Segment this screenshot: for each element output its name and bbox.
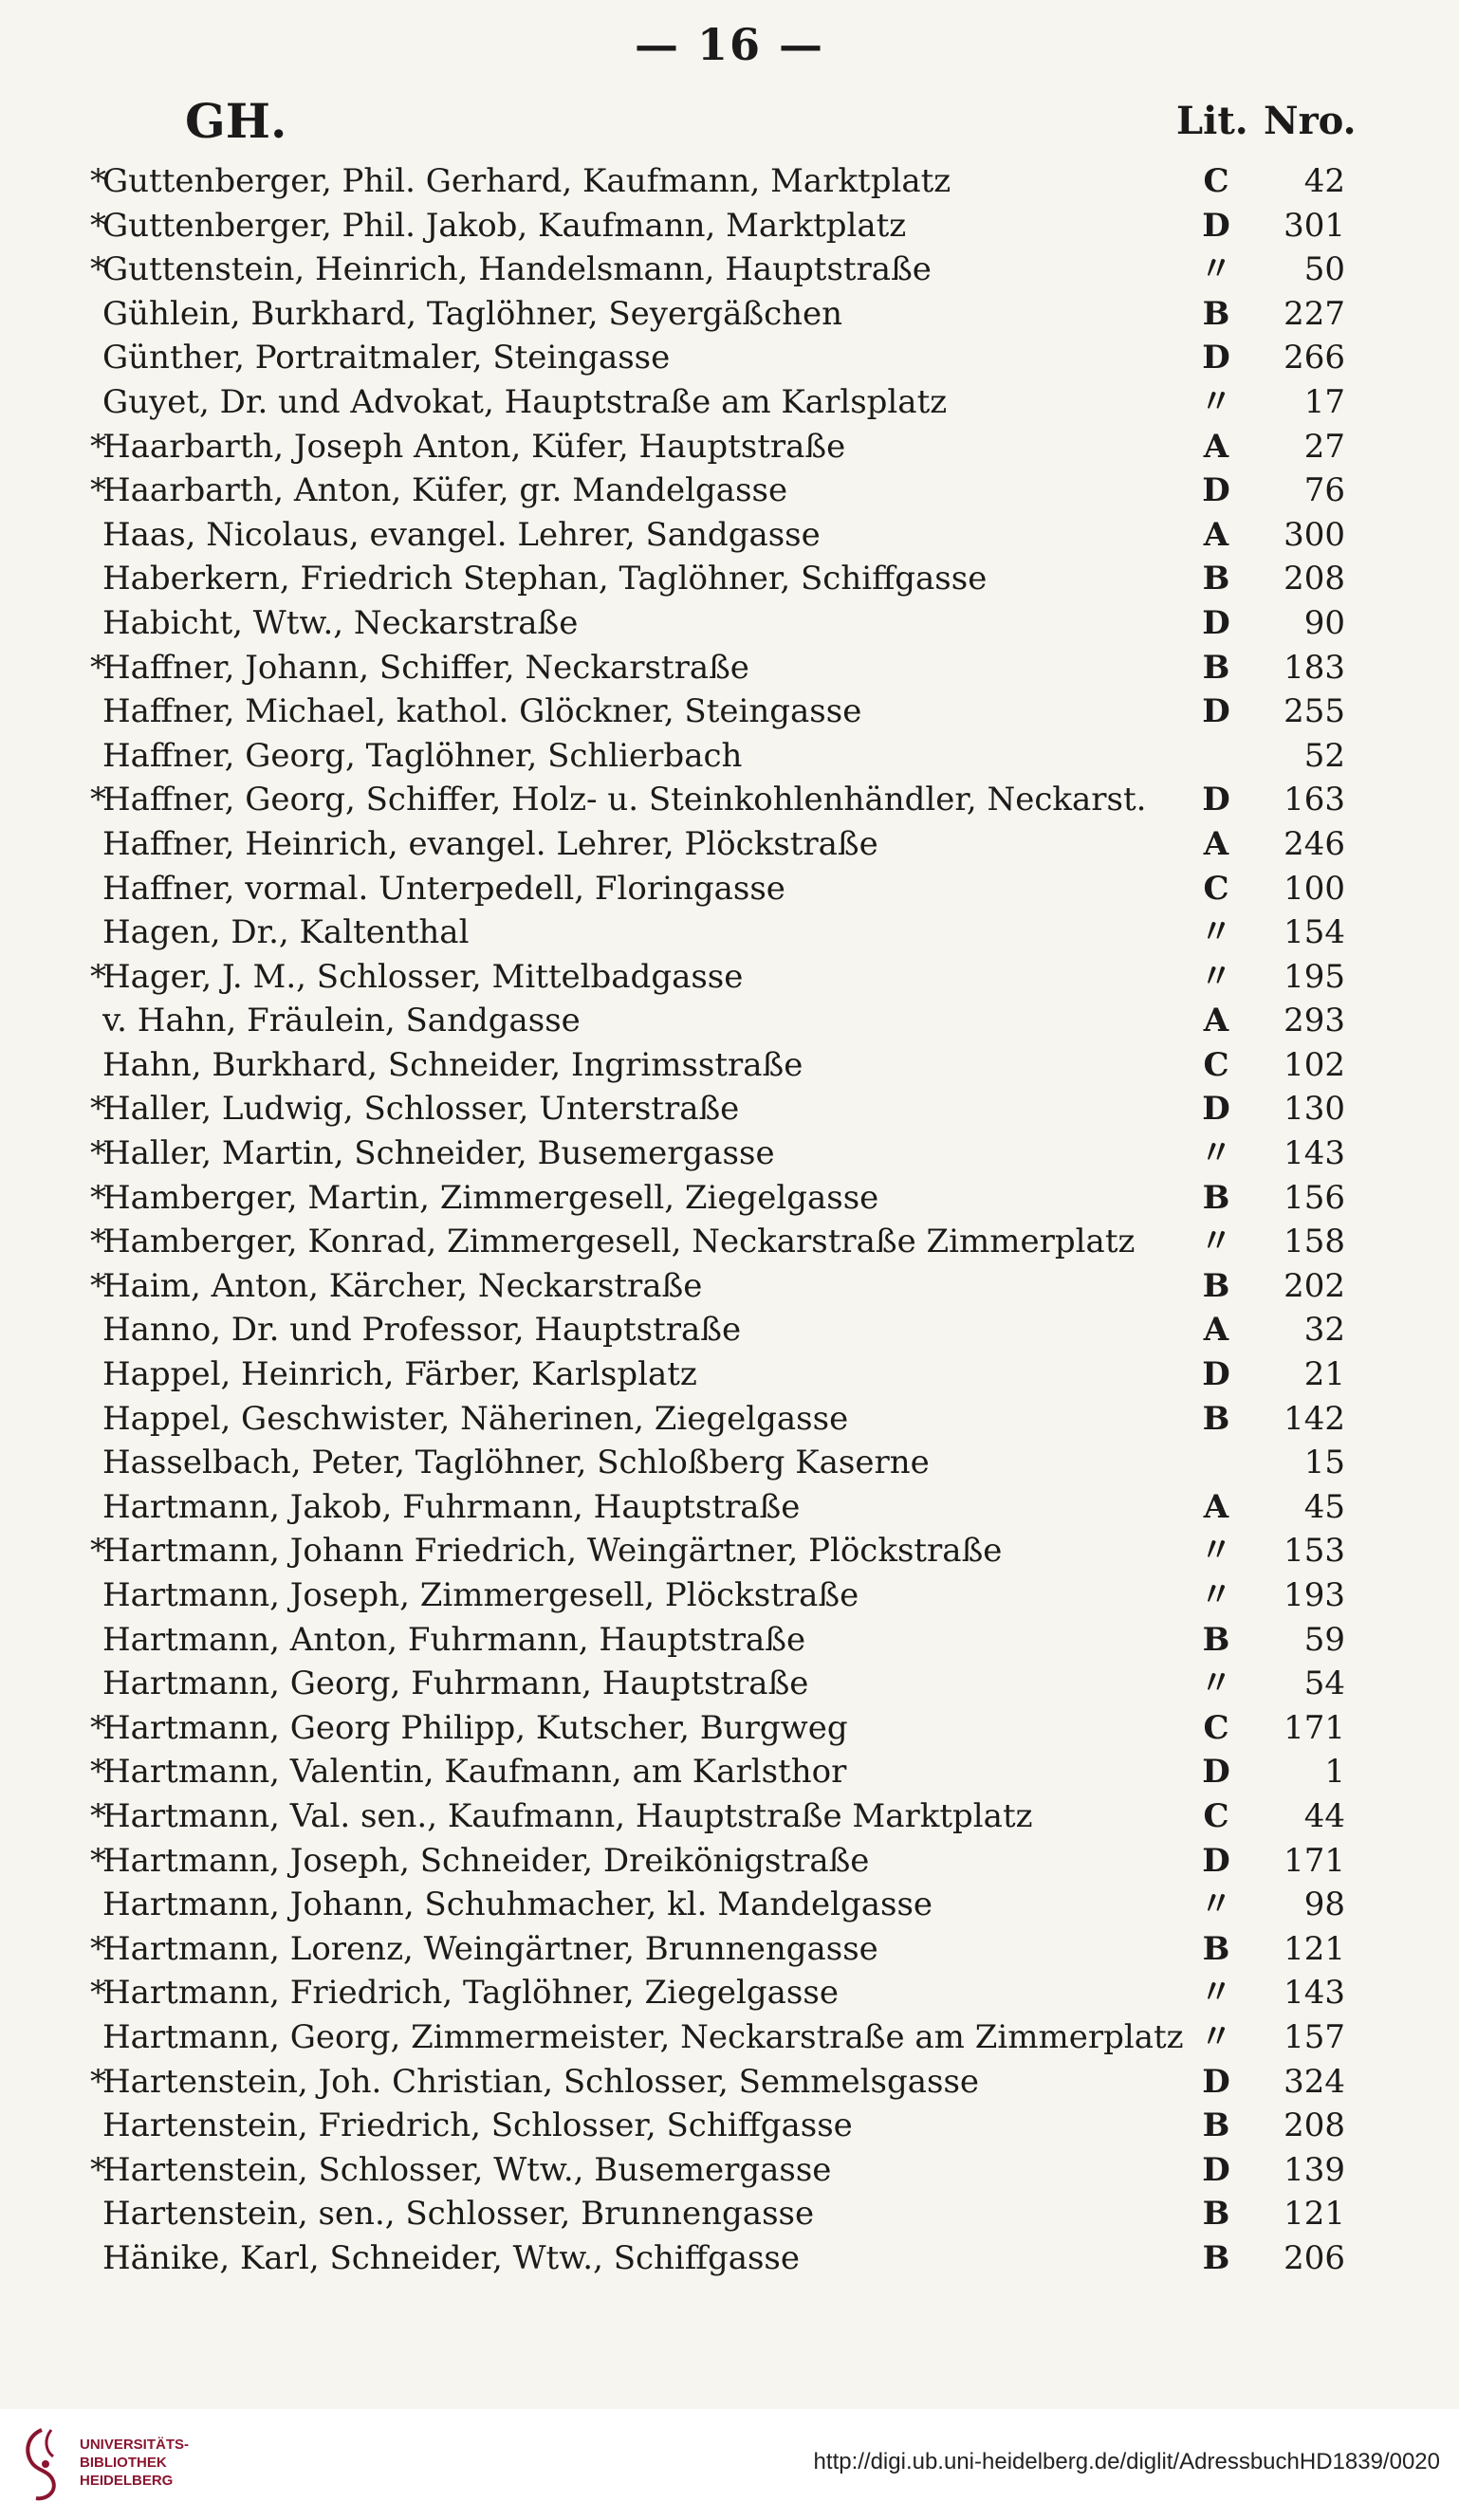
entry-nro: 17 xyxy=(1303,382,1345,421)
directory-entry xyxy=(0,425,1459,469)
entry-lit: A xyxy=(1203,1002,1229,1040)
entry-lit: B xyxy=(1202,294,1230,333)
entry-name-occupation-address: Guyet, Dr. und Advokat, Hauptstraße am Karlsplatz xyxy=(102,382,948,421)
entry-lit: D xyxy=(1202,1355,1230,1394)
entry-lit: B xyxy=(1202,648,1230,687)
entry-name-occupation-address: Hartmann, Anton, Fuhrmann, Hauptstraße xyxy=(102,1620,806,1659)
entry-asterisk-mark: * xyxy=(90,957,106,996)
entry-nro: 156 xyxy=(1284,1178,1345,1217)
entry-name-occupation-address: Hartmann, Johann, Schuhmacher, kl. Mandelgasse xyxy=(102,1885,933,1924)
entry-nro: 142 xyxy=(1284,1399,1345,1438)
directory-entry xyxy=(0,1397,1459,1442)
entry-asterisk-mark: * xyxy=(90,1974,106,2013)
directory-entry xyxy=(0,1750,1459,1794)
directory-entry xyxy=(0,999,1459,1043)
entry-nro: 171 xyxy=(1284,1708,1345,1747)
entry-nro: 154 xyxy=(1284,913,1345,952)
section-letters: GH. xyxy=(185,93,287,149)
entry-nro: 45 xyxy=(1303,1487,1345,1526)
entry-lit: B xyxy=(1202,2195,1230,2234)
entry-name-occupation-address: Hänike, Karl, Schneider, Wtw., Schiffgasse xyxy=(102,2238,801,2277)
entry-name-occupation-address: Hager, J. M., Schlosser, Mittelbadgasse xyxy=(102,957,744,996)
directory-entry xyxy=(0,1131,1459,1176)
entry-asterisk-mark: * xyxy=(90,162,106,200)
entry-asterisk-mark: * xyxy=(90,648,106,687)
entry-lit: D xyxy=(1202,1753,1230,1792)
entry-lit: 〃 xyxy=(1200,957,1232,996)
entry-name-occupation-address: Haller, Martin, Schneider, Busemergasse xyxy=(102,1134,775,1173)
entry-asterisk-mark: * xyxy=(90,1708,106,1747)
entry-lit: B xyxy=(1202,1178,1230,1217)
directory-entry xyxy=(0,1220,1459,1264)
entry-nro: 266 xyxy=(1284,339,1345,377)
directory-entry xyxy=(0,778,1459,822)
entry-nro: 153 xyxy=(1284,1532,1345,1571)
entry-name-occupation-address: Hartmann, Georg Philipp, Kutscher, Burgweg xyxy=(102,1708,848,1747)
entry-nro: 208 xyxy=(1284,560,1345,598)
entry-name-occupation-address: Haarbarth, Joseph Anton, Küfer, Hauptstraße xyxy=(102,427,846,466)
directory-entry xyxy=(0,690,1459,734)
entry-asterisk-mark: * xyxy=(90,1266,106,1305)
entry-name-occupation-address: Hartmann, Lorenz, Weingärtner, Brunnengasse xyxy=(102,1929,878,1968)
entry-lit: A xyxy=(1203,824,1229,863)
directory-entry xyxy=(0,1043,1459,1088)
entry-nro: 52 xyxy=(1303,736,1345,775)
entry-nro: 32 xyxy=(1303,1311,1345,1350)
directory-entry xyxy=(0,1839,1459,1884)
directory-entry xyxy=(0,1485,1459,1530)
directory-entry xyxy=(0,248,1459,292)
entry-name-occupation-address: Hartenstein, Schlosser, Wtw., Busemergasse xyxy=(102,2150,832,2189)
entry-name-occupation-address: Hartenstein, Joh. Christian, Schlosser, Semmelsgasse xyxy=(102,2062,980,2101)
entry-name-occupation-address: Haffner, Heinrich, evangel. Lehrer, Plöckstraße xyxy=(102,824,878,863)
entry-nro: 121 xyxy=(1284,1929,1345,1968)
entry-nro: 27 xyxy=(1303,427,1345,466)
directory-entry xyxy=(0,204,1459,248)
column-header-nro: Nro. xyxy=(1264,99,1357,143)
entry-nro: 15 xyxy=(1303,1444,1345,1482)
entry-name-occupation-address: Habicht, Wtw., Neckarstraße xyxy=(102,603,579,642)
entry-name-occupation-address: Gühlein, Burkhard, Taglöhner, Seyergäßchen xyxy=(102,294,843,333)
directory-entry xyxy=(0,469,1459,513)
library-name-line: UNIVERSITÄTS- xyxy=(80,2437,190,2453)
entry-name-occupation-address: Haarbarth, Anton, Küfer, gr. Mandelgasse xyxy=(102,471,788,510)
entry-lit: D xyxy=(1202,603,1230,642)
footer-bar xyxy=(0,2409,1459,2520)
entry-name-occupation-address: Hahn, Burkhard, Schneider, Ingrimsstraße xyxy=(102,1045,803,1084)
entry-lit: 〃 xyxy=(1200,1665,1232,1703)
entry-nro: 100 xyxy=(1284,869,1345,908)
directory-entry xyxy=(0,646,1459,690)
entry-name-occupation-address: Hasselbach, Peter, Taglöhner, Schloßberg Kaserne xyxy=(102,1444,930,1482)
entry-asterisk-mark: * xyxy=(90,2150,106,2189)
entry-lit: C xyxy=(1203,869,1229,908)
directory-entry xyxy=(0,1308,1459,1352)
entry-lit: D xyxy=(1202,2150,1230,2189)
entry-nro: 54 xyxy=(1303,1665,1345,1703)
directory-entry xyxy=(0,2192,1459,2236)
entry-lit: D xyxy=(1202,206,1230,245)
entry-lit: 〃 xyxy=(1200,382,1232,421)
directory-entry xyxy=(0,2015,1459,2060)
entry-nro: 59 xyxy=(1303,1620,1345,1659)
entry-nro: 255 xyxy=(1284,692,1345,731)
entry-nro: 171 xyxy=(1284,1841,1345,1880)
entry-lit: A xyxy=(1203,515,1229,554)
entry-name-occupation-address: Hartmann, Georg, Fuhrmann, Hauptstraße xyxy=(102,1665,809,1703)
entry-nro: 157 xyxy=(1284,2017,1345,2056)
entry-nro: 143 xyxy=(1284,1134,1345,1173)
entry-lit: 〃 xyxy=(1200,1885,1232,1924)
entry-lit: 〃 xyxy=(1200,913,1232,952)
entry-lit: B xyxy=(1202,1620,1230,1659)
directory-entry xyxy=(0,336,1459,380)
entry-nro: 293 xyxy=(1284,1002,1345,1040)
entry-lit: 〃 xyxy=(1200,250,1232,289)
entry-nro: 143 xyxy=(1284,1974,1345,2013)
entry-lit: D xyxy=(1202,471,1230,510)
entry-name-occupation-address: Haffner, Michael, kathol. Glöckner, Steingasse xyxy=(102,692,862,731)
entry-lit: D xyxy=(1202,1090,1230,1129)
entry-nro: 102 xyxy=(1284,1045,1345,1084)
entry-nro: 246 xyxy=(1284,824,1345,863)
entry-name-occupation-address: Hartmann, Val. sen., Kaufmann, Hauptstraße Marktplatz xyxy=(102,1796,1033,1835)
directory-entry xyxy=(0,557,1459,601)
entry-lit: B xyxy=(1202,1266,1230,1305)
column-header-lit: Lit. xyxy=(1176,99,1248,143)
entry-nro: 42 xyxy=(1303,162,1345,200)
entry-lit: D xyxy=(1202,339,1230,377)
column-header-row xyxy=(0,93,1459,150)
entry-name-occupation-address: Hartenstein, sen., Schlosser, Brunnengasse xyxy=(102,2195,815,2234)
directory-entry xyxy=(0,601,1459,646)
entry-name-occupation-address: Haberkern, Friedrich Stephan, Taglöhner, Schiffgasse xyxy=(102,560,988,598)
entry-nro: 324 xyxy=(1284,2062,1345,2101)
entry-nro: 76 xyxy=(1303,471,1345,510)
directory-entry xyxy=(0,2236,1459,2281)
page-number: — 16 — xyxy=(634,19,825,70)
entry-asterisk-mark: * xyxy=(90,1090,106,1129)
entry-nro: 300 xyxy=(1284,515,1345,554)
entry-name-occupation-address: Happel, Geschwister, Näherinen, Ziegelgasse xyxy=(102,1399,849,1438)
entry-lit: C xyxy=(1203,1708,1229,1747)
entry-name-occupation-address: Hartmann, Joseph, Schneider, Dreikönigstraße xyxy=(102,1841,870,1880)
entry-asterisk-mark: * xyxy=(90,1753,106,1792)
entry-name-occupation-address: Hanno, Dr. und Professor, Hauptstraße xyxy=(102,1311,742,1350)
entry-lit: 〃 xyxy=(1200,1974,1232,2013)
entry-name-occupation-address: Hamberger, Martin, Zimmergesell, Ziegelgasse xyxy=(102,1178,879,1217)
directory-entry xyxy=(0,1264,1459,1309)
entry-lit: D xyxy=(1202,2062,1230,2101)
entry-nro: 183 xyxy=(1284,648,1345,687)
entry-lit: C xyxy=(1203,162,1229,200)
entry-nro: 90 xyxy=(1303,603,1345,642)
entry-name-occupation-address: Haim, Anton, Kärcher, Neckarstraße xyxy=(102,1266,703,1305)
entry-name-occupation-address: Hartmann, Johann Friedrich, Weingärtner, Plöckstraße xyxy=(102,1532,1003,1571)
directory-entry xyxy=(0,1352,1459,1397)
directory-entry xyxy=(0,1883,1459,1927)
entry-nro: 44 xyxy=(1303,1796,1345,1835)
entry-lit: 〃 xyxy=(1200,1134,1232,1173)
entry-nro: 98 xyxy=(1303,1885,1345,1924)
entry-lit: B xyxy=(1202,2106,1230,2145)
source-url-link[interactable]: http://digi.ub.uni-heidelberg.de/diglit/AdressbuchHD1839/0020 xyxy=(813,2449,1440,2474)
entry-lit: B xyxy=(1202,2238,1230,2277)
entry-name-occupation-address: v. Hahn, Fräulein, Sandgasse xyxy=(102,1002,581,1040)
entry-name-occupation-address: Hartmann, Valentin, Kaufmann, am Karlsthor xyxy=(102,1753,847,1792)
entry-name-occupation-address: Guttenberger, Phil. Jakob, Kaufmann, Marktplatz xyxy=(102,206,907,245)
entry-nro: 163 xyxy=(1284,781,1345,819)
library-name-line: HEIDELBERG xyxy=(80,2473,174,2489)
entry-asterisk-mark: * xyxy=(90,427,106,466)
entry-nro: 121 xyxy=(1284,2195,1345,2234)
entry-lit: A xyxy=(1203,1487,1229,1526)
directory-entry xyxy=(0,1573,1459,1618)
entry-asterisk-mark: * xyxy=(90,206,106,245)
directory-entry xyxy=(0,1971,1459,2015)
directory-entry xyxy=(0,1441,1459,1485)
entry-lit: B xyxy=(1202,560,1230,598)
entry-nro: 227 xyxy=(1284,294,1345,333)
entry-nro: 202 xyxy=(1284,1266,1345,1305)
directory-entry xyxy=(0,734,1459,779)
directory-entry xyxy=(0,1927,1459,1972)
entry-nro: 130 xyxy=(1284,1090,1345,1129)
directory-entries xyxy=(0,159,1459,2281)
entry-nro: 139 xyxy=(1284,2150,1345,2189)
entry-name-occupation-address: Hartmann, Joseph, Zimmergesell, Plöckstraße xyxy=(102,1576,859,1614)
entry-asterisk-mark: * xyxy=(90,1532,106,1571)
entry-lit: B xyxy=(1202,1929,1230,1968)
entry-name-occupation-address: Haffner, Georg, Taglöhner, Schlierbach xyxy=(102,736,743,775)
entry-lit: D xyxy=(1202,781,1230,819)
entry-nro: 1 xyxy=(1324,1753,1345,1792)
library-name-line: BIBLIOTHEK xyxy=(80,2455,167,2471)
entry-lit: 〃 xyxy=(1200,1576,1232,1614)
entry-nro: 158 xyxy=(1284,1223,1345,1261)
entry-lit: 〃 xyxy=(1200,1532,1232,1571)
directory-entry xyxy=(0,1662,1459,1706)
entry-nro: 21 xyxy=(1303,1355,1345,1394)
entry-name-occupation-address: Haffner, Johann, Schiffer, Neckarstraße xyxy=(102,648,749,687)
entry-nro: 193 xyxy=(1284,1576,1345,1614)
entry-name-occupation-address: Günther, Portraitmaler, Steingasse xyxy=(102,339,671,377)
library-name xyxy=(80,2436,189,2490)
directory-entry xyxy=(0,380,1459,425)
directory-entry xyxy=(0,911,1459,955)
entry-asterisk-mark: * xyxy=(90,1929,106,1968)
entry-name-occupation-address: Haffner, Georg, Schiffer, Holz- u. Steinkohlenhändler, Neckarst. xyxy=(102,781,1147,819)
directory-entry xyxy=(0,292,1459,337)
entry-lit: B xyxy=(1202,1399,1230,1438)
directory-entry xyxy=(0,1176,1459,1221)
entry-name-occupation-address: Haller, Ludwig, Schlosser, Unterstraße xyxy=(102,1090,740,1129)
entry-name-occupation-address: Haas, Nicolaus, evangel. Lehrer, Sandgasse xyxy=(102,515,821,554)
entry-asterisk-mark: * xyxy=(90,1178,106,1217)
directory-entry xyxy=(0,1706,1459,1751)
entry-asterisk-mark: * xyxy=(90,1223,106,1261)
entry-name-occupation-address: Hamberger, Konrad, Zimmergesell, Neckarstraße Zimmerplatz xyxy=(102,1223,1136,1261)
entry-name-occupation-address: Guttenstein, Heinrich, Handelsmann, Hauptstraße xyxy=(102,250,932,289)
directory-entry xyxy=(0,955,1459,1000)
directory-entry xyxy=(0,1618,1459,1663)
entry-name-occupation-address: Hagen, Dr., Kaltenthal xyxy=(102,913,470,952)
entry-name-occupation-address: Hartenstein, Friedrich, Schlosser, Schiffgasse xyxy=(102,2106,853,2145)
entry-name-occupation-address: Hartmann, Georg, Zimmermeister, Neckarstraße am Zimmerplatz xyxy=(102,2017,1184,2056)
directory-entry xyxy=(0,822,1459,867)
directory-entry xyxy=(0,159,1459,204)
directory-entry xyxy=(0,1087,1459,1131)
entry-lit: D xyxy=(1202,692,1230,731)
entry-asterisk-mark: * xyxy=(90,471,106,510)
entry-lit: 〃 xyxy=(1200,1223,1232,1261)
entry-asterisk-mark: * xyxy=(90,1841,106,1880)
entry-asterisk-mark: * xyxy=(90,1796,106,1835)
entry-nro: 50 xyxy=(1303,250,1345,289)
entry-name-occupation-address: Hartmann, Friedrich, Taglöhner, Ziegelgasse xyxy=(102,1974,839,2013)
entry-lit: A xyxy=(1203,427,1229,466)
entry-name-occupation-address: Hartmann, Jakob, Fuhrmann, Hauptstraße xyxy=(102,1487,801,1526)
entry-lit: A xyxy=(1203,1311,1229,1350)
directory-entry xyxy=(0,2148,1459,2193)
directory-entry xyxy=(0,867,1459,911)
entry-nro: 301 xyxy=(1284,206,1345,245)
entry-name-occupation-address: Guttenberger, Phil. Gerhard, Kaufmann, Marktplatz xyxy=(102,162,951,200)
entry-lit: C xyxy=(1203,1796,1229,1835)
directory-entry xyxy=(0,1529,1459,1573)
university-library-logo-icon xyxy=(17,2426,66,2502)
entry-nro: 195 xyxy=(1284,957,1345,996)
entry-asterisk-mark: * xyxy=(90,1134,106,1173)
entry-name-occupation-address: Haffner, vormal. Unterpedell, Floringasse xyxy=(102,869,785,908)
entry-nro: 208 xyxy=(1284,2106,1345,2145)
directory-entry xyxy=(0,2060,1459,2105)
directory-entry xyxy=(0,1794,1459,1839)
entry-asterisk-mark: * xyxy=(90,2062,106,2101)
entry-nro: 206 xyxy=(1284,2238,1345,2277)
directory-entry xyxy=(0,513,1459,558)
entry-lit: C xyxy=(1203,1045,1229,1084)
entry-asterisk-mark: * xyxy=(90,781,106,819)
directory-entry xyxy=(0,2104,1459,2148)
entry-asterisk-mark: * xyxy=(90,250,106,289)
entry-lit: 〃 xyxy=(1200,2017,1232,2056)
entry-name-occupation-address: Happel, Heinrich, Färber, Karlsplatz xyxy=(102,1355,697,1394)
entry-lit: D xyxy=(1202,1841,1230,1880)
